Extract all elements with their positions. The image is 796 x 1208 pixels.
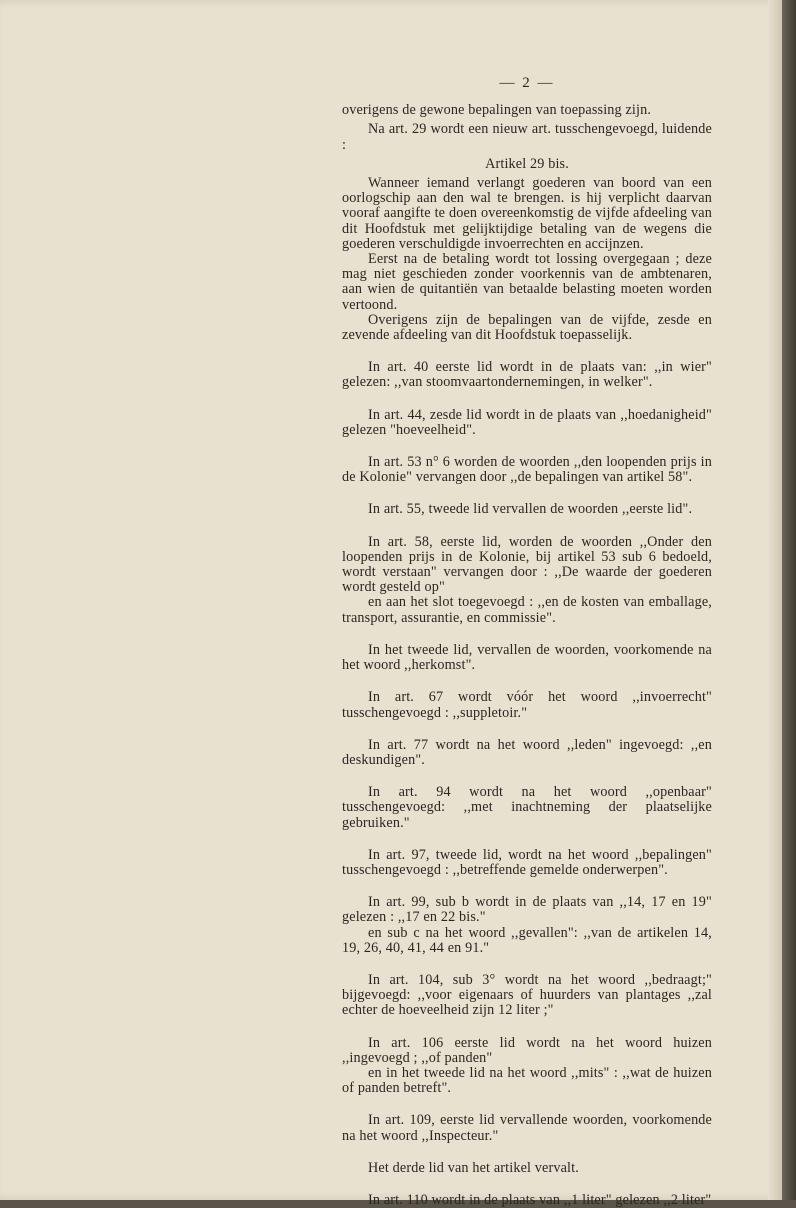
page-gutter: [768, 0, 782, 1200]
paragraph: In art. 67 wordt vóór het woord ,,invoerrecht" tusschengevoegd : ,,suppletoir.": [342, 689, 712, 721]
paragraph: In art. 97, tweede lid, wordt na het woord ,,bepalingen" tusschengevoegd : ,,betreffende gemelde onderwerpen".: [342, 846, 712, 878]
paragraph: In art. 44, zesde lid wordt in de plaats van ,,hoedanigheid" gelezen "hoeveelheid".: [342, 406, 712, 438]
paragraph: In art. 109, eerste lid vervallende woorden, voorkomende na het woord ,,Inspecteur.": [342, 1112, 712, 1144]
paragraph: Overigens zijn de bepalingen van de vijfde, zesde en zevende afdeeling van dit Hoofdstuk toepasselijk.: [342, 311, 712, 344]
paragraph: overigens de gewone bepalingen van toepassing zijn.: [342, 102, 652, 119]
paragraph: In het tweede lid, vervallen de woorden, voorkomende na het woord ,,herkomst".: [342, 641, 712, 674]
paragraph: In art. 58, eerste lid, worden de woorden ,,Onder den loopenden prijs in de Kolonie, bij artikel 53 sub 6 bedoeld, wordt verstaan" vervangen door : ,,De waarde der goederen wordt gesteld op": [342, 533, 712, 596]
paragraph: In art. 99, sub b wordt in de plaats van ,,14, 17 en 19" gelezen : ,,17 en 22 bis.": [342, 894, 712, 926]
paragraph: In art. 110 wordt in de plaats van ,,1 liter" gelezen ,,2 liter": [368, 1191, 712, 1208]
paragraph: Eerst na de betaling wordt tot lossing overgegaan ; deze mag niet geschieden zonder voorkennis van de ambtenaren, aan wien de quitantiën van betaalde belasting moeten worden vertoond.: [342, 251, 712, 313]
paragraph: In art. 104, sub 3° wordt na het woord ,,bedraagt;" bijgevoegd: ,,voor eigenaars of huurders van plantages ,,zal echter de hoeveelheid zijn 12 liter ;": [342, 971, 712, 1019]
paragraph: In art. 53 n° 6 worden de woorden ,,den loopenden prijs in de Kolonie" vervangen door ,,de bepalingen van artikel 58".: [342, 454, 712, 486]
paragraph: In art. 106 eerste lid wordt na het woord huizen ,,ingevoegd ; ,,of panden": [342, 1034, 712, 1066]
scan-edge: [782, 0, 796, 1200]
paragraph: Na art. 29 wordt een nieuw art. tusschengevoegd, luidende :: [342, 121, 712, 153]
paragraph: In art. 77 wordt na het woord ,,leden" ingevoegd: ,,en deskundigen".: [342, 736, 712, 768]
page-text-column: [342, 76, 712, 1208]
paragraph: In art. 94 wordt na het woord ,,openbaar" tusschengevoegd: ,,met inachtneming der plaatselijke gebruiken.": [342, 784, 712, 831]
paragraph: In art. 55, tweede lid vervallen de woorden ,,eerste lid".: [368, 501, 693, 518]
paragraph: en in het tweede lid na het woord ,,mits" : ,,wat de huizen of panden betreft".: [342, 1064, 712, 1097]
paragraph: Wanneer iemand verlangt goederen van boord van een oorlogschip aan den wal te brengen. is hij verplicht daarvan vooraf aangifte te doen overeenkomstig de vijfde afdeeling van dit Hoofdstuk met gelijktijdige betaling van de wegens die goederen verschuldigde invoerrechten en accijnzen.: [342, 175, 712, 252]
page-number: — 2 —: [499, 75, 555, 91]
paragraph: en sub c na het woord ,,gevallen": ,,van de artikelen 14, 19, 26, 40, 41, 44 en 91.": [342, 924, 712, 956]
paragraph: Het derde lid van het artikel vervalt.: [368, 1159, 579, 1176]
paragraph: en aan het slot toegevoegd : ,,en de kosten van emballage, transport, assurantie, en commissie".: [342, 594, 712, 626]
paragraph: In art. 40 eerste lid wordt in de plaats van: ,,in wier" gelezen: ,,van stoomvaartondernemingen, in welker".: [342, 359, 712, 391]
article-heading: Artikel 29 bis.: [485, 155, 569, 172]
